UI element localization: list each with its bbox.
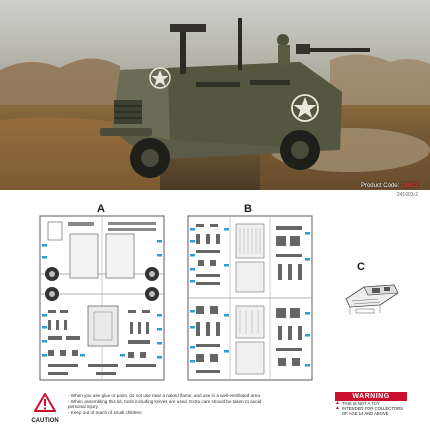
warning-triangle-icon: ▲ [335, 400, 340, 406]
sprue-label-b: B [244, 203, 252, 215]
caution-block [28, 393, 62, 423]
caution-note-2: - When assembling this kit, tools including knives are used. Extra care should be taken to avoid [68, 398, 262, 404]
caution-notes [68, 393, 328, 415]
warning-block [335, 392, 407, 416]
sprue-a-diagram [38, 214, 166, 382]
product-code [361, 183, 418, 189]
warning-triangle-icon: ▲ [335, 405, 340, 411]
caution-triangle-icon [34, 393, 56, 412]
sprue-b-diagram [186, 214, 314, 382]
caution-note-3: personal injury. [68, 404, 99, 410]
warning-line-text: INTENDED FOR COLLECTORS [342, 406, 403, 411]
caution-note-4: - Keep out of reach of small children. [68, 409, 143, 415]
sheet-number: 241003-2 [396, 192, 418, 198]
warning-line-text: OF AGE 14 AND ABOVE [342, 411, 389, 416]
caution-note-1: - When you use glue or paint, do not use near a naked flame, and use in a well-ventilated area. [68, 393, 262, 398]
warning-line-text: THIS IS NOT A TOY [342, 401, 380, 406]
warning-line-3 [335, 411, 407, 416]
sprue-label-c: C [357, 261, 365, 273]
sprue-label-a: A [97, 203, 105, 215]
product-code-label: Product Code: [360, 183, 400, 189]
sprue-c-diagram [342, 271, 402, 321]
product-code-number: 28003 [401, 183, 418, 189]
box-art-photo [0, 0, 430, 190]
warning-title: WARNING [335, 392, 407, 401]
caution-label: CAUTION [31, 418, 59, 424]
